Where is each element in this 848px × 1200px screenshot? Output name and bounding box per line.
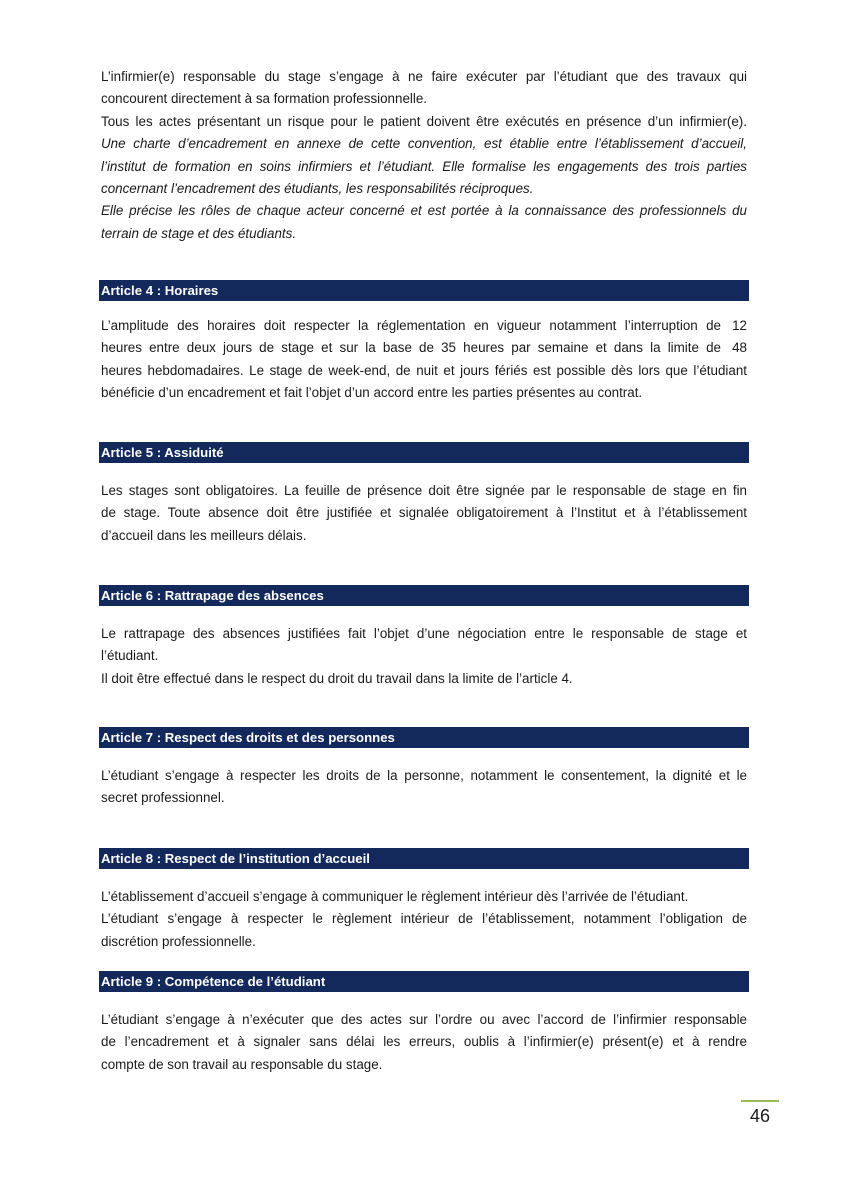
article-4-line: heures hebdomadaires. Le stage de week-end, de nuit et jours fériés est possible dès lors que l’étudiant (101, 362, 747, 378)
article-8-body (101, 886, 747, 953)
intro-line: L’infirmier(e) responsable du stage s’engage à ne faire exécuter par l’étudiant que des travaux qui (101, 69, 747, 84)
article-5-line: de stage. Toute absence doit être justifiée et signalée obligatoirement à l’Institut et à l’établissement (101, 505, 747, 521)
article-5-body (101, 480, 747, 547)
article-8-heading: Article 8 : Respect de l’institution d’accueil (99, 848, 749, 869)
article-9-heading: Article 9 : Compétence de l’étudiant (99, 971, 749, 992)
article-7-line: secret professionnel. (101, 790, 225, 806)
article-4-number: 12 (732, 318, 747, 333)
article-9-body (101, 1009, 747, 1076)
article-6-line: Le rattrapage des absences justifiées fait l’objet d’une négociation entre le responsable de stage et (101, 626, 747, 641)
intro-line: l’institut de formation en soins infirmiers et l’étudiant. Elle formalise les engagements des trois parties (101, 158, 747, 174)
article-9-line: L’étudiant s’engage à n’exécuter que des actes sur l’ordre ou avec l’accord de l’infirmier responsable (101, 1012, 747, 1027)
intro-line: terrain de stage et des étudiants. (101, 225, 297, 241)
article-5-line: Les stages sont obligatoires. La feuille de présence doit être signée par le responsable de stage en fin (101, 483, 747, 498)
article-9-line: compte de son travail au responsable du stage. (101, 1056, 383, 1072)
article-9-line: de l’encadrement et à signaler sans délai les erreurs, oublis à l’infirmier(e) présent(e) et à rendre (101, 1034, 747, 1050)
footer-accent-line (741, 1100, 779, 1102)
article-7-body (101, 765, 747, 810)
article-8-line: L’établissement d’accueil s’engage à communiquer le règlement intérieur dès l’arrivée de l’étudiant. (101, 889, 689, 904)
article-6-body (101, 623, 747, 690)
article-4-body (101, 315, 747, 405)
article-8-line: discrétion professionnelle. (101, 933, 256, 949)
article-8-line: L’étudiant s’engage à respecter le règlement intérieur de l’établissement, notamment l’obligation de (101, 911, 747, 927)
article-4-number: 48 (732, 340, 747, 356)
article-4-line (101, 337, 747, 359)
article-4-line: bénéficie d’un encadrement et fait l’objet d’un accord entre les parties présentes au contrat. (101, 385, 643, 401)
article-4-text: L’amplitude des horaires doit respecter la réglementation en vigueur notamment l’interruption de (101, 318, 721, 333)
article-6-line: l’étudiant. (101, 648, 159, 664)
article-5-heading: Article 5 : Assiduité (99, 442, 749, 463)
article-5-line: d’accueil dans les meilleurs délais. (101, 527, 307, 543)
intro-line: Tous les actes présentant un risque pour le patient doivent être exécutés en présence d’un infirmier(e). (101, 113, 747, 129)
intro-line: concourent directement à sa formation professionnelle. (101, 91, 428, 107)
article-4-line (101, 315, 747, 337)
article-6-line: Il doit être effectué dans le respect du droit du travail dans la limite de l’article 4. (101, 670, 573, 686)
article-6-heading: Article 6 : Rattrapage des absences (99, 585, 749, 606)
article-4-heading: Article 4 : Horaires (99, 280, 749, 301)
intro-line: concernant l’encadrement des étudiants, les responsabilités réciproques. (101, 181, 534, 197)
intro-line: Elle précise les rôles de chaque acteur concerné et est portée à la connaissance des professionnels du (101, 203, 747, 219)
article-7-line: L’étudiant s’engage à respecter les droits de la personne, notamment le consentement, la dignité et le (101, 768, 747, 783)
page-number: 46 (749, 1106, 771, 1126)
intro-paragraph (101, 66, 747, 245)
article-4-text: heures entre deux jours de stage et sur la base de 35 heures par semaine et dans la limite de (101, 340, 721, 356)
article-7-heading: Article 7 : Respect des droits et des personnes (99, 727, 749, 748)
intro-line: Une charte d’encadrement en annexe de cette convention, est établie entre l’établissement d’accueil, (101, 136, 747, 152)
